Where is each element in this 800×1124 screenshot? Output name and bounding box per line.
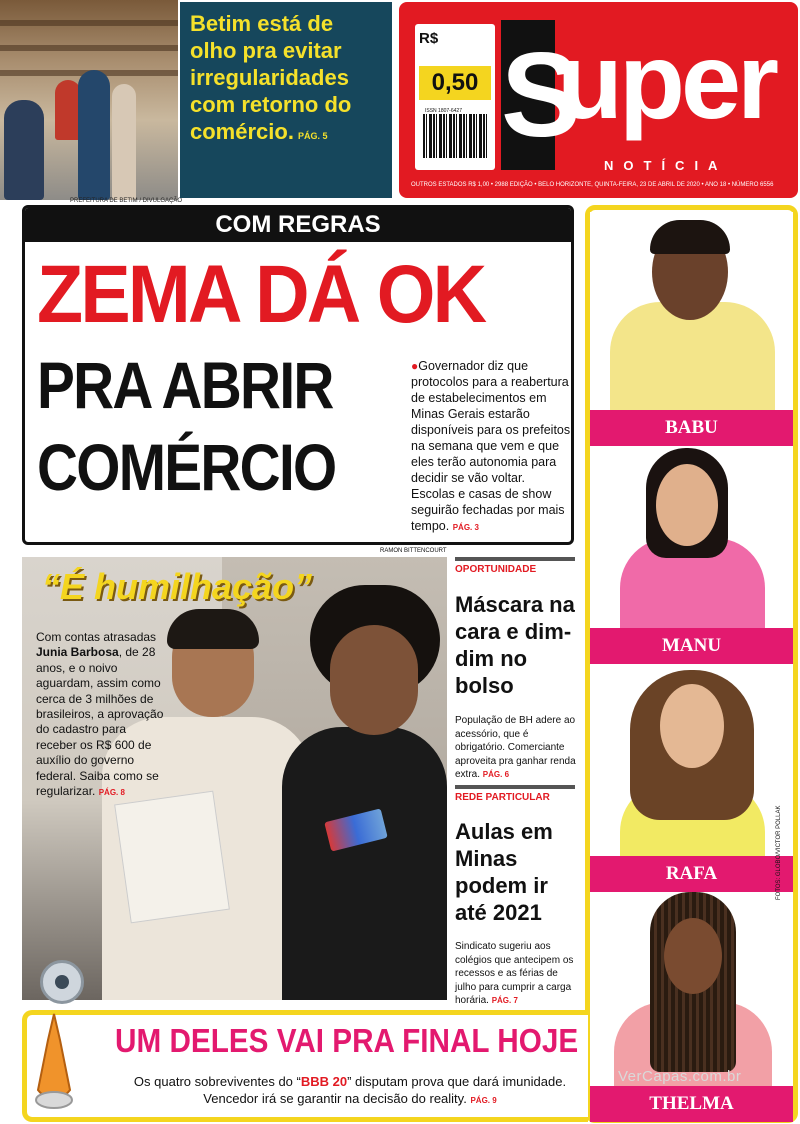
body-text: População de BH adere ao acessório, que é obrigatório. Comerciante aproveita pra ganhar renda extra. [455,715,576,780]
story-body [455,940,579,1008]
body-text: Com contas atrasadas [36,630,157,644]
section-label: OPORTUNIDADE [455,564,537,575]
price-box [415,24,495,170]
masthead [399,2,798,198]
participant-name: RAFA [590,856,793,892]
show-name: BBB 20 [300,1074,348,1089]
bullet-icon: ● [411,359,419,373]
store-photo [0,0,178,200]
betim-teaser[interactable] [180,2,392,198]
participant-photo [590,212,793,410]
headline-line-2: PRA ABRIR [37,348,333,422]
page-ref: PÁG. 9 [470,1096,497,1105]
section-rule [455,785,575,789]
section-label: REDE PARTICULAR [455,792,550,803]
body-text: , de 28 anos, e o noivo aguardam, assim como cerca de 3 milhões de brasileiros, a aprovação do cadastro para receber os R$ 600 de auxílio do governo federal. Saiba como se regularizar. [36,645,164,799]
participant-name: BABU [590,410,793,446]
price-value: 0,50 [419,66,491,100]
body-text: Os quatro sobreviventes do “ [133,1074,301,1089]
betim-headline: Betim está de olho pra evitar irregularidades com retorno do comércio. [190,11,352,144]
story-body [36,630,164,800]
main-story[interactable] [22,205,574,545]
main-story-body [411,358,571,536]
logo-s: S [501,20,555,170]
body-text: ” disputam prova que dará imunidade. Vencedor irá se garantir na decisão do reality. [203,1074,567,1106]
photo-credit: PREFEITURA DE BETIM / DIVULGAÇÃO [70,198,183,204]
section-rule [455,557,575,561]
page-ref: PÁG. 3 [452,523,479,532]
story-title[interactable]: “É humilhação” [42,566,313,607]
watermark: VerCapas.com.br [618,1068,742,1085]
participant-name: THELMA [590,1086,793,1122]
photo-credit: RAMON BITTENCOURT [380,548,447,554]
issn: ISSN 1807-6427 [425,108,462,114]
story-title[interactable]: Aulas em Minas podem ir até 2021 [455,819,553,925]
page-ref: PÁG. 8 [98,788,125,798]
headline-line-3: COMÉRCIO [37,430,336,504]
barcode-icon [423,114,487,158]
bbb-trophy-icon [30,1010,78,1115]
headline-line-1: ZEMA DÁ OK [37,249,485,340]
banner-title: UM DELES VAI PRA FINAL HOJE [115,1022,579,1059]
body-text: Sindicato sugeriu aos colégios que antecipem os recessos e as férias de julho para cumprir a carga horária. [455,941,574,1006]
price-label: R$ [419,30,439,47]
kicker: COM REGRAS [25,208,571,242]
story-body [455,714,579,782]
page-ref: PÁG. 6 [482,770,510,779]
photo-credit: FOTOS: GLOBO/VICTOR POLLAK [776,805,782,900]
banner-body [110,1073,590,1109]
participant-name: MANU [590,628,793,664]
page-ref: PÁG. 7 [491,996,518,1005]
person-name: Junia Barbosa [36,645,119,660]
participant-photo [590,446,793,628]
bbb-eye-icon [40,960,84,1004]
participant-photo [590,664,793,856]
page-ref: PÁG. 5 [297,131,328,141]
logo-wordmark: uper [557,20,776,141]
dateline: OUTROS ESTADOS R$ 1,00 • 2988 EDIÇÃO • BELO HORIZONTE, QUINTA-FEIRA, 23 DE ABRIL DE 2020 • ANO 18 • NÚMERO 6556 [411,182,774,188]
main-body-text: Governador diz que protocolos para a reabertura de estabelecimentos em Minas Gerais estarão disponíveis para os prefeitos na semana que vem e que eles terão autonomia para decidir se vão voltar. Escolas e casas de show seguirão fechadas por mais tempo. [411,359,571,533]
participant-photo [590,892,793,1086]
story-title[interactable]: Máscara na cara e dim-dim no bolso [455,592,575,698]
logo-subtitle: NOTÍCIA [604,158,728,173]
